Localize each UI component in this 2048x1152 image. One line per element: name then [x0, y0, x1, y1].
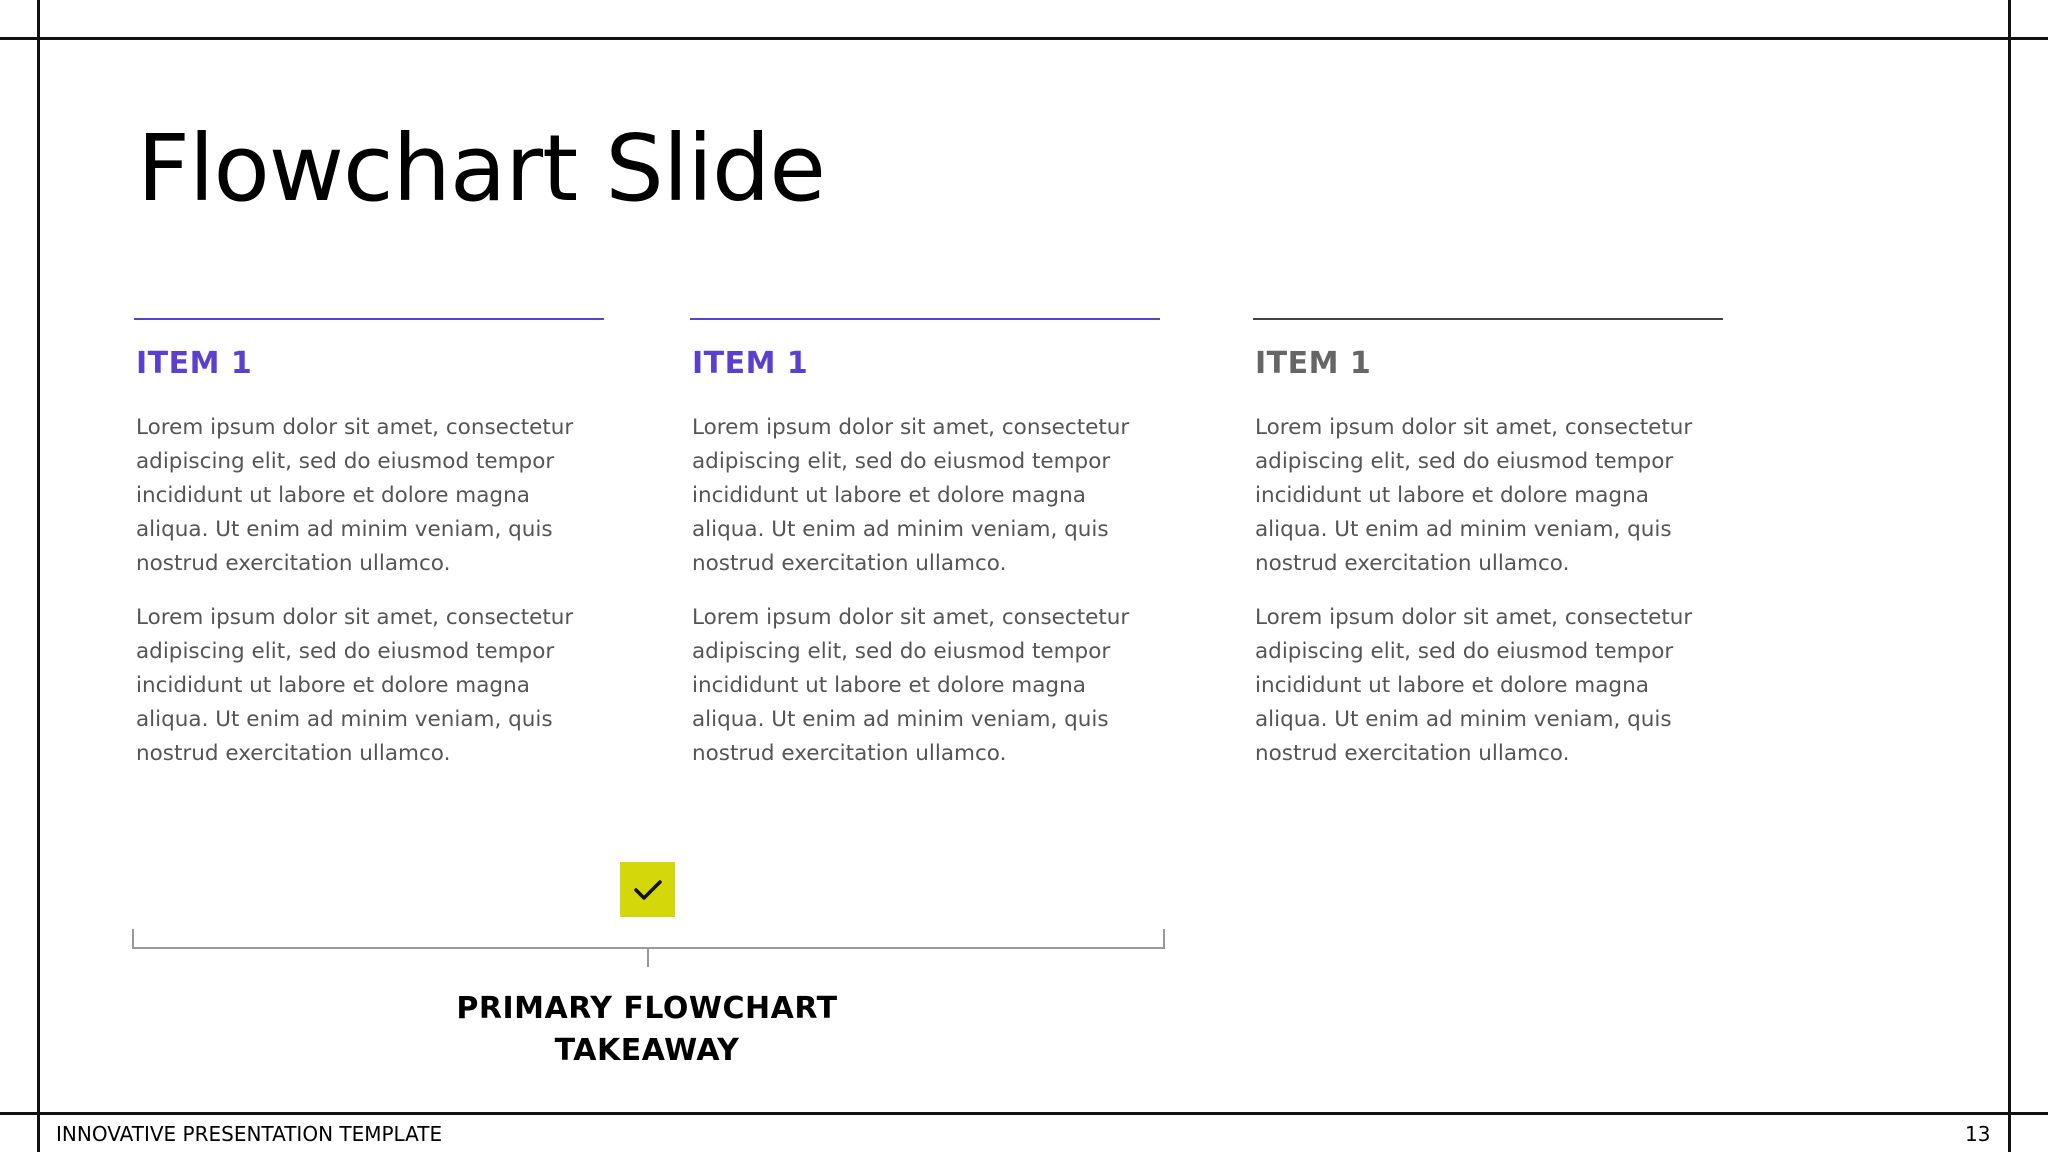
- frame-line-right: [2008, 0, 2011, 1152]
- column-heading: ITEM 1: [1255, 346, 1372, 381]
- column-paragraph: Lorem ipsum dolor sit amet, consectetur adipiscing elit, sed do eiusmod tempor incididunt ut labore et dolore magna aliqua. Ut enim ad minim veniam, quis nostrud exercitation ullamco.: [1255, 415, 1693, 576]
- column-rule: [690, 318, 1160, 320]
- column-rule: [1253, 318, 1723, 320]
- flowchart-column-2: [690, 318, 1160, 771]
- column-paragraph: Lorem ipsum dolor sit amet, consectetur adipiscing elit, sed do eiusmod tempor incididunt ut labore et dolore magna aliqua. Ut enim ad minim veniam, quis nostrud exercitation ullamco.: [136, 605, 574, 766]
- primary-takeaway: [397, 988, 897, 1072]
- footer-title: INNOVATIVE PRESENTATION TEMPLATE: [56, 1122, 443, 1146]
- frame-line-left: [37, 0, 40, 1152]
- column-heading: ITEM 1: [692, 346, 809, 381]
- check-icon: [620, 862, 675, 917]
- column-paragraph: Lorem ipsum dolor sit amet, consectetur adipiscing elit, sed do eiusmod tempor incididunt ut labore et dolore magna aliqua. Ut enim ad minim veniam, quis nostrud exercitation ullamco.: [692, 605, 1130, 766]
- flowchart-column-3: [1253, 318, 1723, 771]
- flowchart-column-1: [134, 318, 604, 771]
- frame-line-top: [0, 37, 2048, 40]
- column-paragraph: Lorem ipsum dolor sit amet, consectetur adipiscing elit, sed do eiusmod tempor incididunt ut labore et dolore magna aliqua. Ut enim ad minim veniam, quis nostrud exercitation ullamco.: [1255, 605, 1693, 766]
- page-number: 13: [1965, 1122, 1991, 1146]
- column-paragraph: Lorem ipsum dolor sit amet, consectetur adipiscing elit, sed do eiusmod tempor incididunt ut labore et dolore magna aliqua. Ut enim ad minim veniam, quis nostrud exercitation ullamco.: [692, 415, 1130, 576]
- takeaway-line-1: PRIMARY FLOWCHART: [456, 991, 838, 1026]
- bracket-center-tick: [647, 947, 649, 967]
- column-paragraph: Lorem ipsum dolor sit amet, consectetur adipiscing elit, sed do eiusmod tempor incididunt ut labore et dolore magna aliqua. Ut enim ad minim veniam, quis nostrud exercitation ullamco.: [136, 415, 574, 576]
- slide-title: Flowchart Slide: [137, 115, 825, 222]
- column-rule: [134, 318, 604, 320]
- check-icon-glyph: [633, 878, 663, 902]
- bracket-left-tick: [132, 929, 134, 949]
- bracket-right-tick: [1163, 929, 1165, 949]
- frame-line-bottom: [0, 1112, 2048, 1115]
- takeaway-line-2: TAKEAWAY: [554, 1033, 740, 1068]
- column-heading: ITEM 1: [136, 346, 253, 381]
